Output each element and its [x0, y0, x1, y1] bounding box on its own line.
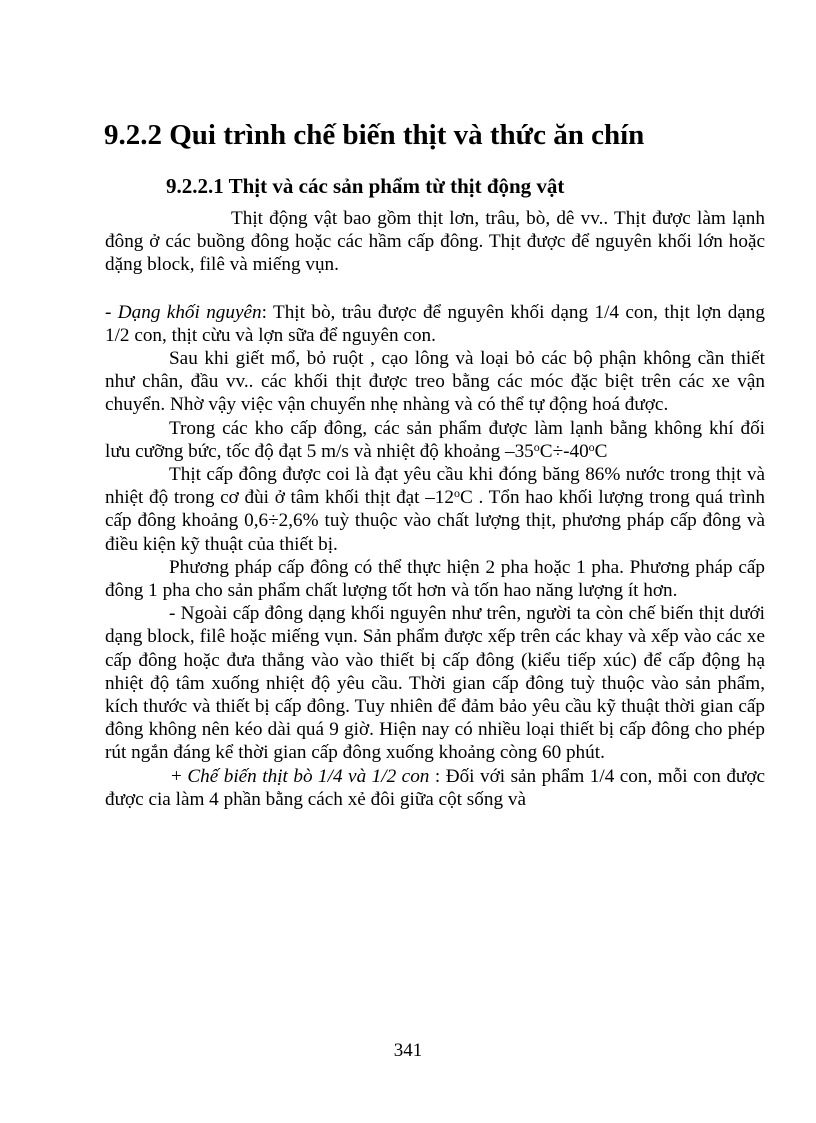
whole-block-text: : Thịt bò, trâu được để nguyên khối dạng 1/4 con, thịt lợn dạng 1/2 con, thịt cừu và lợn sữa để nguyên con.	[105, 301, 765, 346]
air-cooling-range: C÷-40	[539, 440, 589, 462]
paragraph-air-cooling	[105, 417, 765, 463]
paragraph-whole-block	[105, 301, 765, 347]
dash-prefix: -	[105, 301, 118, 323]
paragraph-slaughter: Sau khi giết mổ, bỏ ruột , cạo lông và loại bỏ các bộ phận không cần thiết như chân, đầu vv.. các khối thịt được treo bằng các móc đặc biệt trên các xe vận chuyển. Nhờ vậy việc vận chuyển nhẹ nhàng và có thể tự động hoá được.	[105, 348, 765, 416]
body-text	[105, 207, 765, 811]
degree-sup: o	[454, 486, 460, 501]
plus-prefix: +	[171, 765, 188, 787]
subsection-heading: 9.2.2.1 Thịt và các sản phẩm từ thịt động vật	[166, 174, 565, 198]
paragraph-block-processing: - Ngoài cấp đông dạng khối nguyên như trên, người ta còn chế biến thịt dưới dạng block, filê hoặc miếng vụn. Sản phẩm được xếp trên các khay và xếp vào các xe cấp đông hoặc đưa thẳng vào vào thiết bị cấp đông (kiểu tiếp xúc) để cấp động hạ nhiệt độ tâm xuống nhiệt độ yêu cầu. Thời gian cấp đông tuỳ thuộc vào sản phẩm, kích thước và thiết bị cấp đông. Tuy nhiên để đảm bảo yêu cầu kỹ thuật thời gian cấp đông không nên kéo dài quá 9 giờ. Hiện nay có nhiều loại thiết bị cấp đông cho phép rút ngắn đáng kể thời gian cấp đông xuống khoảng còng 60 phút.	[105, 603, 765, 764]
paragraph-method: Phương pháp cấp đông có thể thực hiện 2 pha hoặc 1 pha. Phương pháp cấp đông 1 pha cho sản phẩm chất lượng tốt hơn và tốn hao năng lượng ít hơn.	[105, 556, 765, 602]
term-beef: Chế biến thịt bò 1/4 và 1/2 con	[187, 765, 430, 787]
section-heading: 9.2.2 Qui trình chế biến thịt và thức ăn chín	[104, 119, 645, 151]
term-whole-block: Dạng khối nguyên	[117, 301, 262, 323]
page-number: 341	[393, 1040, 423, 1061]
paragraph-intro: Thịt động vật bao gồm thịt lơn, trâu, bò, dê vv.. Thịt được làm lạnh đông ở các buồng đông hoặc các hầm cấp đông. Thịt được để nguyên khối lớn hoặc dặng block, filê và miếng vụn.	[105, 208, 765, 276]
degree-sup: o	[533, 439, 540, 454]
paragraph-frozen-standard	[105, 463, 765, 556]
frozen-text-end: C . Tổn hao khối lượng trong quá trình cấp đông khoảng 0,6÷2,6% tuỳ thuộc vào chất lượng thịt, phương pháp cấp đông và điều kiện kỹ thuật của thiết bị.	[105, 487, 766, 555]
air-cooling-text: Trong các kho cấp đông, các sản phẩm được làm lạnh bằng không khí đối lưu cưỡng bức, tốc độ đạt 5 m/s và nhiệt độ khoảng –35	[105, 417, 765, 462]
paragraph-beef	[105, 765, 765, 811]
degree-sup: o	[588, 439, 595, 454]
frozen-text: Thịt cấp đông được coi là đạt yêu cầu khi đóng băng 86% nước trong thịt và nhiệt độ trong cơ đùi ở tâm khối thịt đạt –12	[105, 464, 765, 509]
beef-text: : Đối với sản phẩm 1/4 con, mỗi con được được cia làm 4 phần bằng cách xẻ đôi giữa cột sống và	[105, 765, 765, 810]
air-cooling-unit: C	[594, 440, 608, 462]
paragraph-gap	[105, 277, 765, 301]
